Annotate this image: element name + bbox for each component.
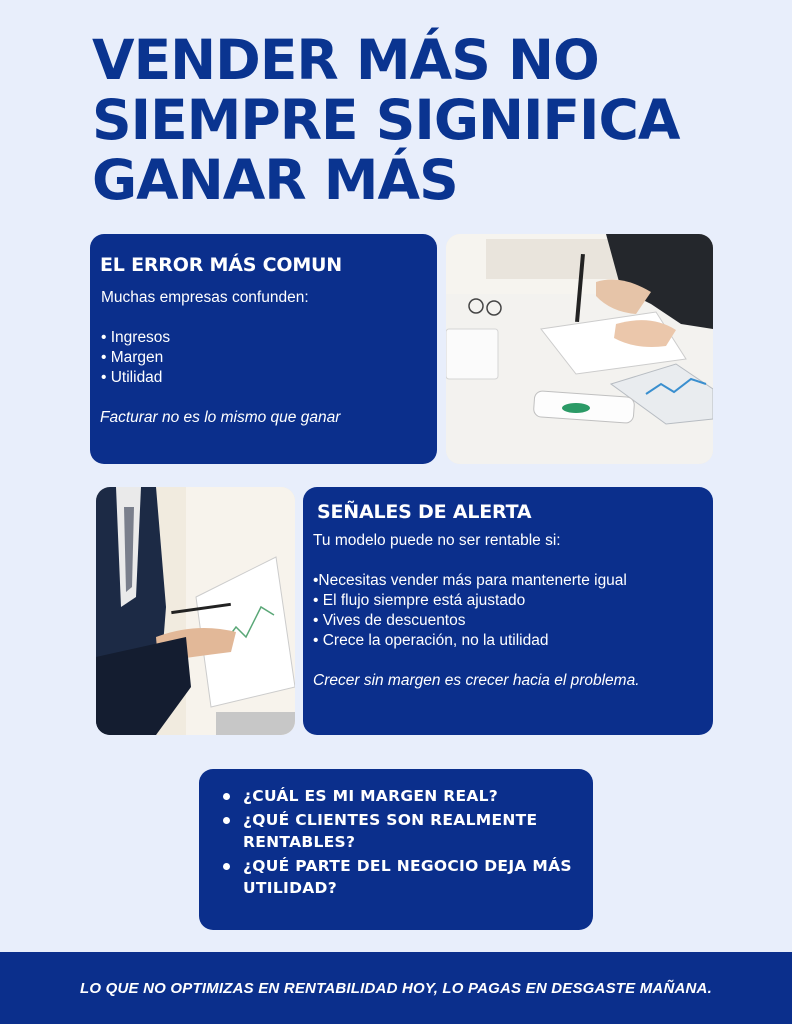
- question-item-3: ¿QUÉ PARTE DEL NEGOCIO DEJA MÁS UTILIDAD?: [221, 855, 573, 899]
- error-card-intro: Muchas empresas confunden:: [101, 289, 309, 306]
- error-card-note: Facturar no es lo mismo que ganar: [100, 409, 341, 426]
- title-line-2: SIEMPRE SIGNIFICA: [92, 88, 680, 152]
- title-line-1: VENDER MÁS NO: [92, 28, 599, 92]
- page-title: [92, 30, 732, 210]
- questions-card: [199, 769, 593, 930]
- error-card-heading: EL ERROR MÁS COMUN: [100, 254, 342, 276]
- error-card: [90, 234, 437, 464]
- footer-banner: [0, 952, 792, 1024]
- alert-item-2: • El flujo siempre está ajustado: [313, 592, 526, 609]
- question-item-2: ¿QUÉ CLIENTES SON REALMENTE RENTABLES?: [221, 809, 573, 853]
- alert-item-1: •Necesitas vender más para mantenerte igual: [313, 572, 627, 589]
- alert-card-heading: SEÑALES DE ALERTA: [317, 501, 532, 523]
- question-item-1: ¿CUÁL ES MI MARGEN REAL?: [221, 785, 573, 807]
- error-item-ingresos: • Ingresos: [101, 329, 171, 346]
- alert-card: [303, 487, 713, 735]
- business-meeting-photo: [96, 487, 295, 735]
- title-line-3: GANAR MÁS: [92, 148, 458, 212]
- footer-text: LO QUE NO OPTIMIZAS EN RENTABILIDAD HOY, LO PAGAS EN DESGASTE MAÑANA.: [80, 979, 712, 997]
- alert-item-3: • Vives de descuentos: [313, 612, 466, 629]
- alert-card-note: Crecer sin margen es crecer hacia el problema.: [313, 672, 640, 689]
- error-item-margen: • Margen: [101, 349, 164, 366]
- error-item-utilidad: • Utilidad: [101, 369, 163, 386]
- alert-card-intro: Tu modelo puede no ser rentable si:: [313, 532, 561, 549]
- alert-item-4: • Crece la operación, no la utilidad: [313, 632, 549, 649]
- questions-list: [221, 785, 573, 899]
- business-desk-photo: [446, 234, 713, 464]
